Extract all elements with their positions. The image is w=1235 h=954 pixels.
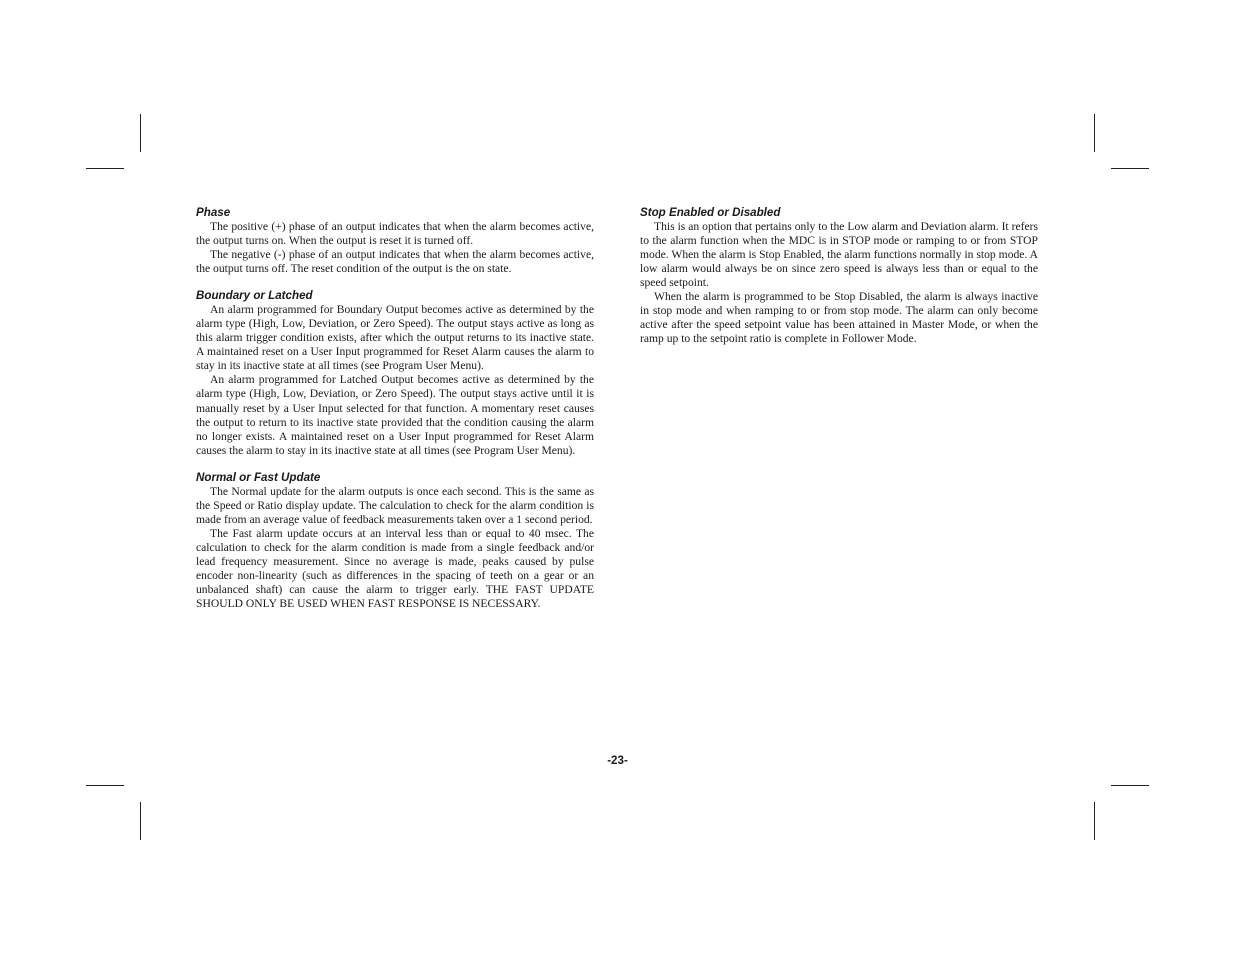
crop-mark <box>1111 168 1149 169</box>
paragraph: This is an option that pertains only to the Low alarm and Deviation alarm. It refers to the alarm function when the MDC is in STOP mode or ramping to or from STOP mode. When the alarm is Stop Enabled, the alarm functions normally in stop mode. A low alarm would always be on since zero speed is always less than or equal to the speed setpoint. <box>640 220 1038 290</box>
paragraph: When the alarm is programmed to be Stop Disabled, the alarm is always inactive in stop mode and when ramping to or from stop mode. The alarm can only become active after the speed setpoint value has been attained in Master Mode, or when the ramp up to the setpoint ratio is complete in Follower Mode. <box>640 290 1038 346</box>
crop-mark <box>140 802 141 840</box>
paragraph: An alarm programmed for Boundary Output becomes active as determined by the alarm type (High, Low, Deviation, or Zero Speed). The output stays active as long as this alarm trigger condition exists, after which the output returns to its inactive state. A maintained reset on a User Input programmed for Reset Alarm causes the alarm to stay in its inactive state at all times (see Program User Menu). <box>196 303 594 373</box>
section-normal-or-fast-update <box>196 471 594 611</box>
crop-mark <box>140 114 141 152</box>
crop-mark <box>86 168 124 169</box>
crop-mark <box>1094 114 1095 152</box>
paragraph: The Fast alarm update occurs at an interval less than or equal to 40 msec. The calculation to check for the alarm condition is made from a single feedback and/or lead frequency measurement. Since no average is made, peaks caused by pulse encoder non-linearity (such as differences in the spacing of teeth on a gear or an unbalanced shaft) can cause the alarm to trigger early. THE FAST UPDATE SHOULD ONLY BE USED WHEN FAST RESPONSE IS NECESSARY. <box>196 526 594 611</box>
section-heading: Normal or Fast Update <box>196 470 321 484</box>
section-heading: Phase <box>196 206 231 219</box>
section-phase <box>196 206 594 276</box>
page-number: -23- <box>607 754 628 767</box>
section-stop-enabled-or-disabled <box>640 206 1038 346</box>
paragraph: An alarm programmed for Latched Output becomes active as determined by the alarm type (High, Low, Deviation, or Zero Speed). The output stays active until it is manually reset by a User Input selected for that function. A momentary reset causes the output to return to its inactive state provided that the condition causing the alarm no longer exists. A maintained reset on a User Input programmed for Reset Alarm causes the alarm to stay in its inactive state at all times (see Program User Menu). <box>196 373 594 457</box>
paragraph: The Normal update for the alarm outputs is once each second. This is the same as the Speed or Ratio display update. The calculation to check for the alarm condition is made from an average value of feedback measurements taken over a 1 second period. <box>196 484 594 526</box>
paragraph: The negative (-) phase of an output indicates that when the alarm becomes active, the output turns off. The reset condition of the output is the on state. <box>196 248 594 276</box>
section-heading: Stop Enabled or Disabled <box>640 206 781 219</box>
section-boundary-or-latched <box>196 289 594 458</box>
crop-mark <box>1111 785 1149 786</box>
crop-mark <box>86 785 124 786</box>
left-column <box>196 206 594 624</box>
crop-mark <box>1094 802 1095 840</box>
paragraph: The positive (+) phase of an output indicates that when the alarm becomes active, the output turns on. When the output is reset it is turned off. <box>196 220 594 248</box>
right-column <box>640 206 1038 359</box>
section-heading: Boundary or Latched <box>196 289 313 303</box>
